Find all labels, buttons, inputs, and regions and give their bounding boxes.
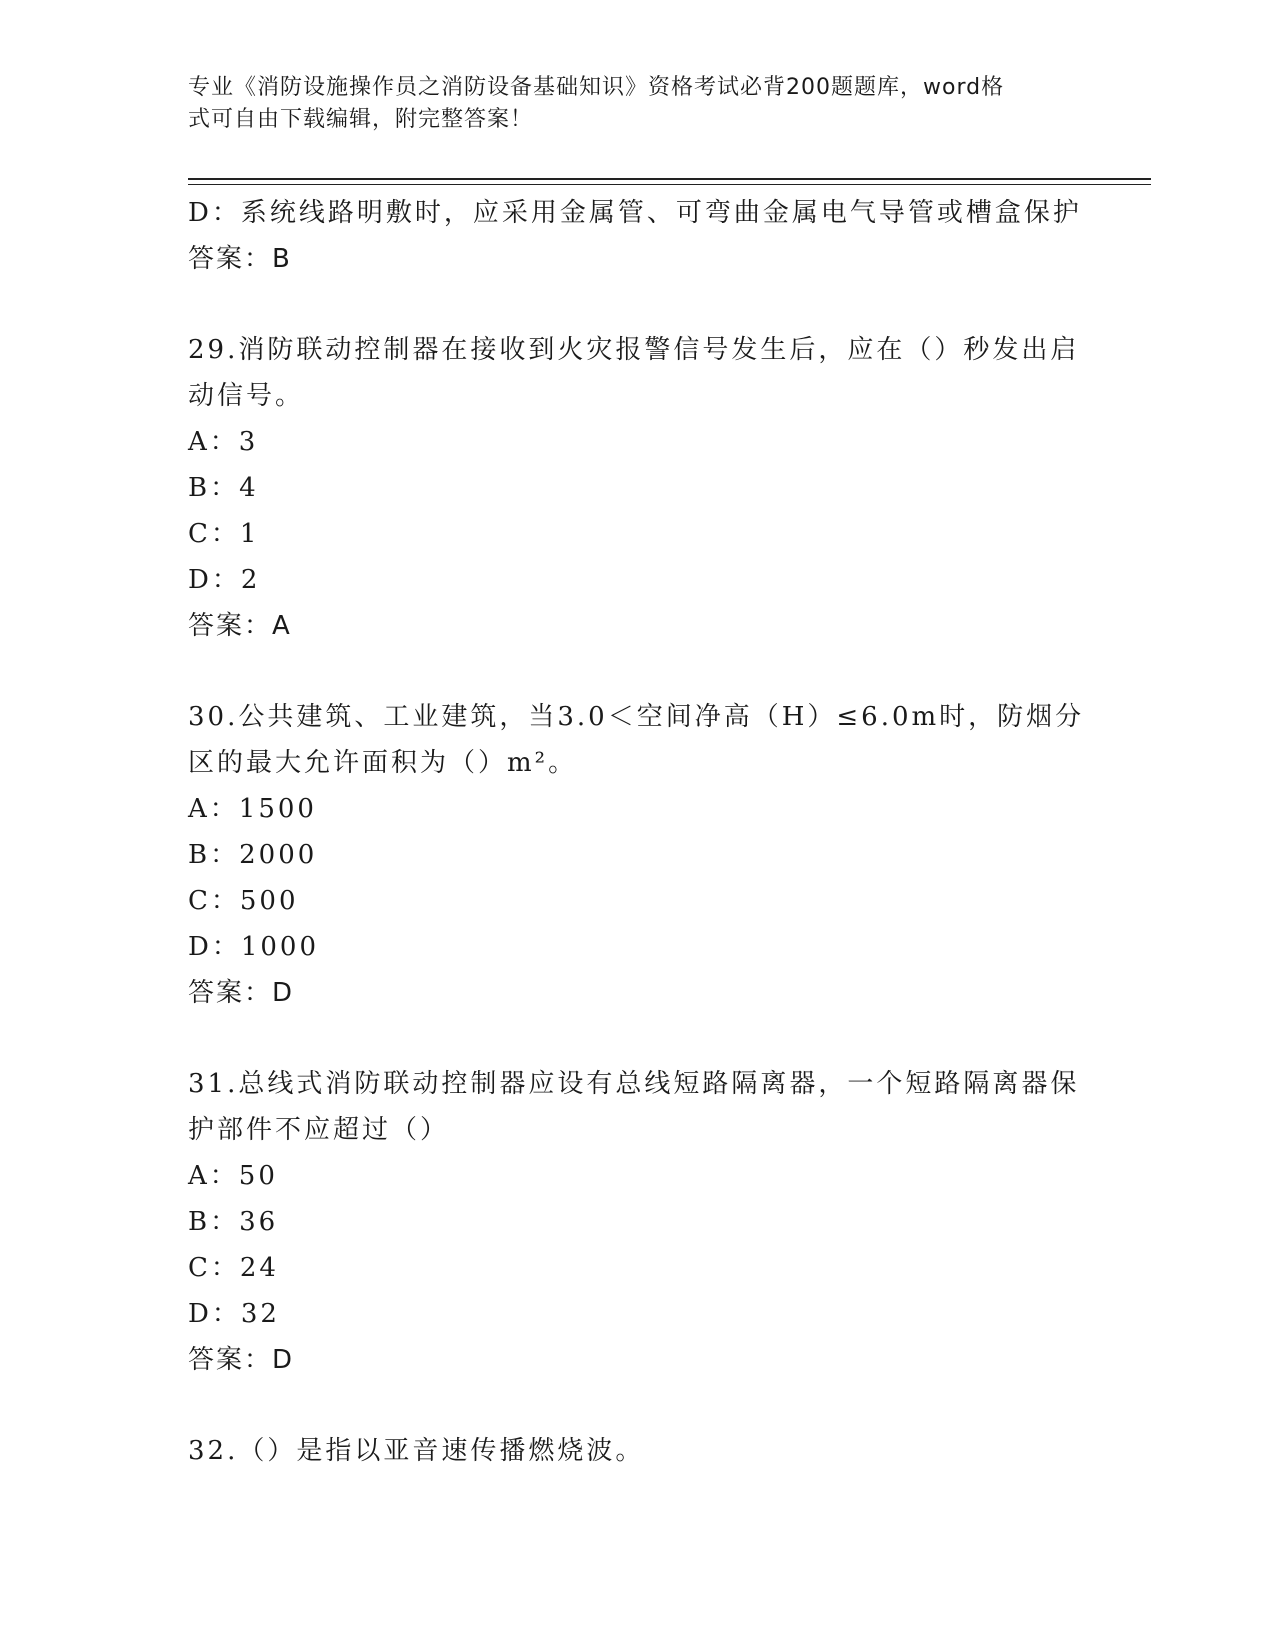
header-divider-thick: [188, 178, 1151, 180]
question-32: [188, 1428, 1088, 1474]
question-31-option-a: A：50: [188, 1161, 278, 1191]
question-32-text-line-1: 32.（）是指以亚音速传播燃烧波。: [188, 1436, 645, 1466]
spacer: [188, 1383, 1088, 1428]
spacer: [188, 1016, 1088, 1061]
document-header: [188, 72, 1068, 136]
question-29-text-line-2: 动信号。: [188, 381, 305, 411]
question-31-text-line-2: 护部件不应超过（）: [188, 1115, 450, 1145]
question-29-option-a: A：3: [188, 427, 259, 457]
question-30-option-b: B：2000: [188, 840, 318, 870]
spacer: [188, 282, 1088, 327]
question-31: [188, 1061, 1088, 1383]
question-30-answer: 答案：D: [188, 978, 295, 1008]
question-29-option-c: C：1: [188, 519, 260, 549]
header-line-2: 式可自由下载编辑，附完整答案！: [188, 107, 534, 132]
header-line-1: 专业《消防设施操作员之消防设备基础知识》资格考试必背200题题库，word格: [188, 75, 1005, 100]
question-30-text-line-1: 30.公共建筑、工业建筑，当3.0＜空间净高（H）≤6.0m时，防烟分: [188, 702, 1085, 732]
question-31-answer: 答案：D: [188, 1345, 295, 1375]
question-30-text-line-2: 区的最大允许面积为（）m²。: [188, 748, 578, 778]
prev-answer: 答案：B: [188, 244, 292, 274]
header-divider-thin: [188, 184, 1151, 185]
question-29-text-line-1: 29.消防联动控制器在接收到火灾报警信号发生后，应在（）秒发出启: [188, 335, 1080, 365]
question-29-option-b: B：4: [188, 473, 259, 503]
question-31-option-c: C：24: [188, 1253, 279, 1283]
question-30-option-c: C：500: [188, 886, 299, 916]
spacer: [188, 649, 1088, 694]
question-30-option-d: D：1000: [188, 932, 320, 962]
prev-option-d: D：系统线路明敷时，应采用金属管、可弯曲金属电气导管或槽盒保护: [188, 198, 1082, 228]
question-29-answer: 答案：A: [188, 611, 292, 641]
question-list: [188, 190, 1088, 1474]
question-30: [188, 694, 1088, 1016]
question-31-option-b: B：36: [188, 1207, 279, 1237]
question-29-option-d: D：2: [188, 565, 261, 595]
question-30-option-a: A：1500: [188, 794, 317, 824]
question-31-text-line-1: 31.总线式消防联动控制器应设有总线短路隔离器，一个短路隔离器保: [188, 1069, 1080, 1099]
question-31-option-d: D：32: [188, 1299, 280, 1329]
question-29: [188, 327, 1088, 649]
